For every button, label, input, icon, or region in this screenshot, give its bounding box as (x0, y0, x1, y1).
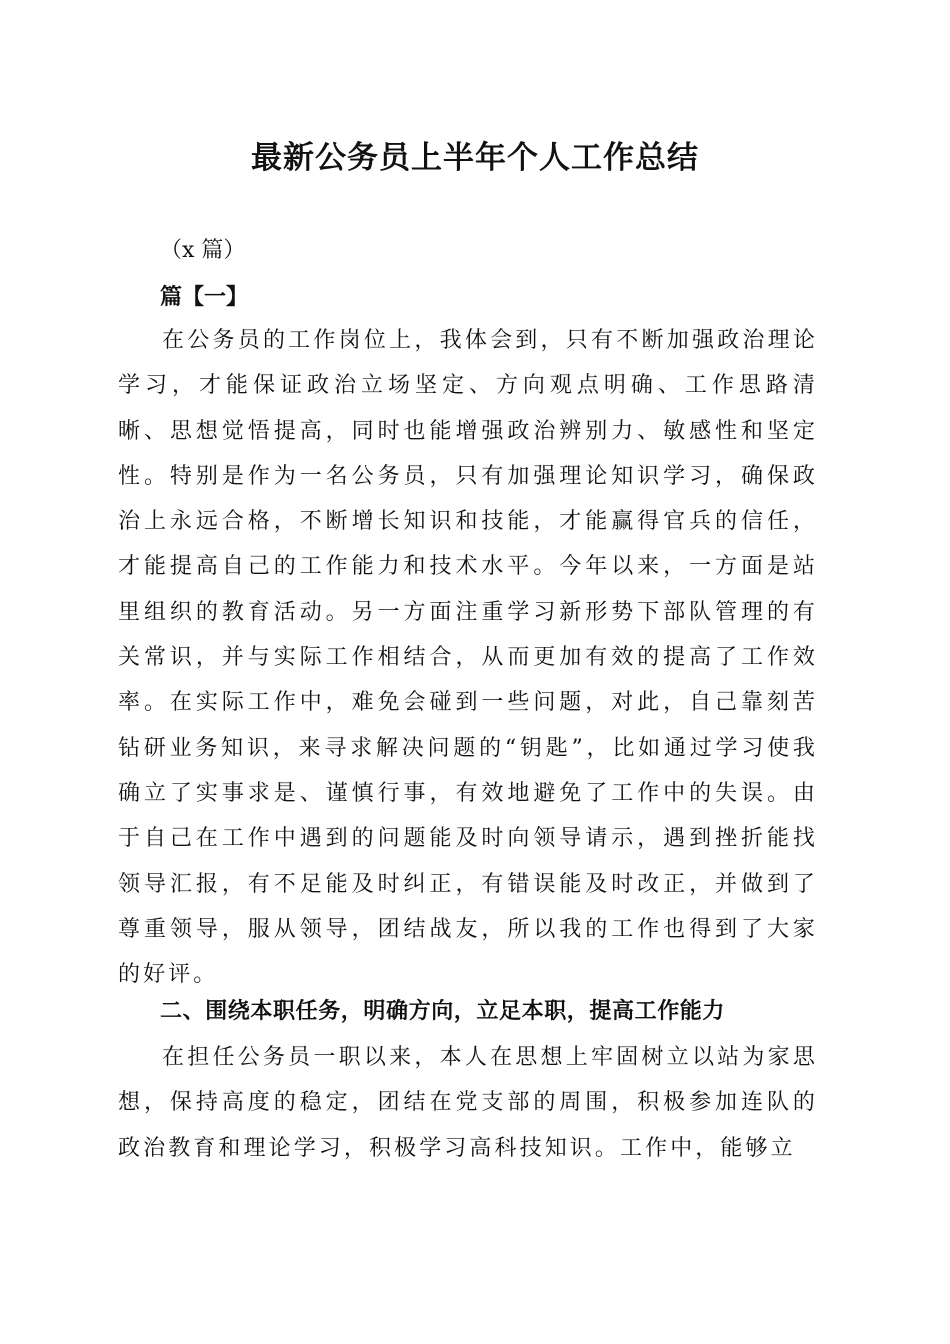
part-label: 篇【一】 (160, 284, 249, 310)
document-title: 最新公务员上半年个人工作总结 (251, 140, 699, 176)
article-count-label: （x 篇） (160, 238, 246, 263)
body-paragraph-1: 在公务员的工作岗位上，我体会到，只有不断加强政治理论学习，才能保证政治立场坚定、方向观点明确、工作思路清晰、思想觉悟提高，同时也能增强政治辨别力、敏感性和坚定性。特别是作为一名公务员，只有加强理论知识学习，确保政治上永远合格，不断增长知识和技能，才能赢得官兵的信任，才能提高自己的工作能力和技术水平。今年以来，一方面是站里组织的教育活动。另一方面注重学习新形势下部队管理的有关常识，并与实际工作相结合，从而更加有效的提高了工作效率。在实际工作中，难免会碰到一些问题，对此，自己靠刻苦钻研业务知识，来寻求解决问题的“钥匙”，比如通过学习使我确立了实事求是、谨慎行事，有效地避免了工作中的失误。由于自己在工作中遇到的问题能及时向领导请示，遇到挫折能找领导汇报，有不足能及时纠正，有错误能及时改正，并做到了尊重领导，服从领导，团结战友，所以我的工作也得到了大家的好评。 (118, 328, 818, 988)
section-heading-2: 二、围绕本职任务，明确方向，立足本职，提高工作能力 (160, 999, 726, 1024)
body-paragraph-2: 在担任公务员一职以来，本人在思想上牢固树立以站为家思想，保持高度的稳定，团结在党支部的周围，积极参加连队的政治教育和理论学习，积极学习高科技知识。工作中，能够立 (118, 1045, 818, 1161)
